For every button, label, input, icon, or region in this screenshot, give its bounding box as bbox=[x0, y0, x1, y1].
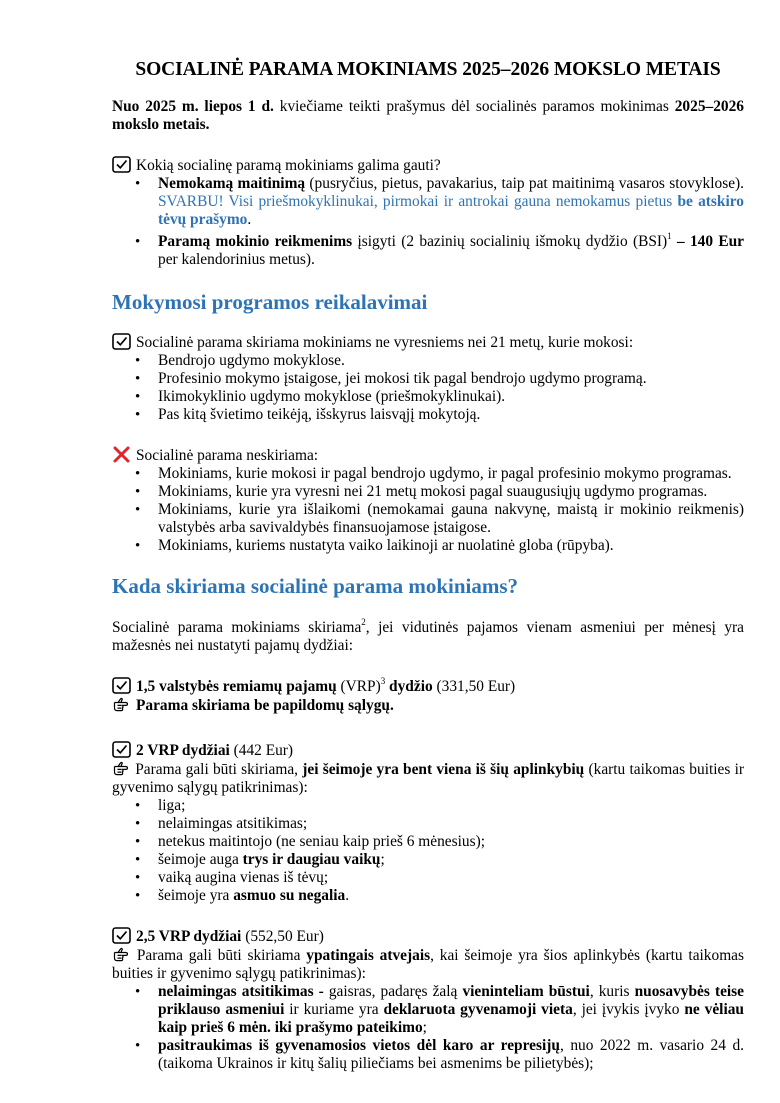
list-item: • Mokiniams, kurie yra vyresni nei 21 metų mokosi pagal suaugusiųjų ugdymo programas. bbox=[112, 483, 744, 501]
tier-2-block: 2 VRP dydžiai (442 Eur) Parama gali būti skiriama, jei šeimoje yra bent viena iš šių aplinkybių (kartu taikomas buities ir gyvenimo sąlygų patikrinimas): • liga; • nelaimingas atsitikimas; • netekus maitintojo (ne seniau kaip prieš 6 mėnesius); • šeimoje auga trys ir daugiau vaikų; • vaiką augina vienas iš tėvų; • šeimoje yra asmuo su negalia. bbox=[112, 741, 744, 905]
list-item: • nelaimingas atsitikimas; bbox=[112, 815, 744, 833]
list-item: • Profesinio mokymo įstaigose, jei mokosi tik pagal bendrojo ugdymo programą. bbox=[112, 370, 744, 388]
page-title: SOCIALINĖ PARAMA MOKINIAMS 2025–2026 MOKSLO METAIS bbox=[135, 59, 721, 80]
list-item: • netekus maitintojo (ne seniau kaip prieš 6 mėnesius); bbox=[112, 833, 744, 851]
list-item: • Ikimokyklinio ugdymo mokyklose (priešmokyklinukai). bbox=[112, 388, 744, 406]
list-item: • vaiką augina vienas iš tėvų; bbox=[112, 869, 744, 887]
section-heading-when-granted: Kada skiriama socialinė parama mokiniams? bbox=[112, 574, 519, 598]
tier-1-block: 1,5 valstybės remiamų pajamų (VRP)$^3$ dydžio (331,50 Eur) Parama skiriama be papildomų sąlygų. bbox=[112, 677, 744, 715]
when-granted-intro: Socialinė parama mokiniams skiriama$^2$, jei vidutinės pajamos vienam asmeniui per mėnesį yra mažesnės nei nustatyti pajamų dydžiai: bbox=[112, 617, 745, 654]
document-page bbox=[112, 58, 744, 1073]
list-item: • liga; bbox=[112, 797, 744, 815]
support-types-block bbox=[112, 156, 744, 269]
eligible-list bbox=[112, 352, 744, 424]
not-eligible-list bbox=[112, 465, 744, 555]
list-item: • Mokiniams, kurie mokosi ir pagal bendrojo ugdymo, ir pagal profesinio mokymo programas. bbox=[112, 465, 744, 483]
cross-icon bbox=[112, 446, 131, 463]
pointing-hand-icon bbox=[112, 696, 131, 713]
tier-3-block: 2,5 VRP dydžiai (552,50 Eur) Parama gali būti skiriama ypatingais atvejais, kai šeimoje yra šios aplinkybės (kartu taikomas buities ir gyvenimo sąlygų patikrinimas): • nelaimingas atsitikimas - gaisras, padaręs žalą vieninteliam būstui, kuris nuosavybės teise priklauso asmeniui ir kuriame yra deklaruota gyvenamoji vieta, jei įvykis įvyko ne vėliau kaip prieš 6 mėn. iki prašymo pateikimo; • pasitraukimas iš gyvenamosios vietos dėl karo ar represijų, nuo 2022 m. vasario 24 d. (taikoma Ukrainos ir kitų šalių piliečiams bei asmenims be pilietybės); bbox=[112, 927, 744, 1073]
list-item: • Pas kitą švietimo teikėją, išskyrus laisvąjį mokytoją. bbox=[112, 406, 744, 424]
list-item: • šeimoje auga trys ir daugiau vaikų; bbox=[112, 851, 744, 869]
tier-3-circumstances-list bbox=[112, 983, 744, 1073]
list-item: • nelaimingas atsitikimas - gaisras, padaręs žalą vieninteliam būstui, kuris nuosavybės teise priklauso asmeniui ir kuriame yra deklaruota gyvenamoji vieta, jei įvykis įvyko ne vėliau kaip prieš 6 mėn. iki prašymo pateikimo; bbox=[112, 983, 744, 1037]
tier-2-circumstances-list bbox=[112, 797, 744, 905]
check-box-icon bbox=[112, 927, 131, 944]
intro-paragraph: Nuo 2025 m. liepos 1 d. kviečiame teikti prašymus dėl socialinės paramos mokinimas 2025–2026 mokslo metais. bbox=[112, 98, 744, 133]
list-item: • Nemokamą maitinimą (pusryčius, pietus, pavakarius, taip pat maitinimą vasaros stovyklose). SVARBU! Visi priešmokyklinukai, pirmokai ir antrokai gauna nemokamus pietus be atskiro tėvų prašymo. bbox=[112, 175, 744, 229]
check-box-icon bbox=[112, 156, 131, 173]
list-item: • Mokiniams, kuriems nustatyta vaiko laikinoji ar nuolatinė globa (rūpyba). bbox=[112, 537, 744, 555]
list-item: • Bendrojo ugdymo mokyklose. bbox=[112, 352, 744, 370]
support-types-list bbox=[112, 175, 744, 269]
section-heading-program-requirements: Mokymosi programos reikalavimai bbox=[112, 290, 428, 314]
pointing-hand-icon bbox=[112, 946, 131, 963]
list-item: • Paramą mokinio reikmenims įsigyti (2 bazinių socialinių išmokų dydžio (BSI)$^1$ – 140 Eur per kalendorinius metus). bbox=[112, 233, 744, 269]
not-eligible-block: Socialinė parama neskiriama: • Mokiniams, kurie mokosi ir pagal bendrojo ugdymo, ir pagal profesinio mokymo programas. • Mokiniams, kurie yra vyresni nei 21 metų mokosi pagal suaugusiųjų ugdymo programas. • Mokiniams, kurie yra išlaikomi (nemokamai gauna nakvynę, maistą ir mokinio reikmenis) valstybės arba savivaldybės finansuojamose įstaigose. • Mokiniams, kuriems nustatyta vaiko laikinoji ar nuolatinė globa (rūpyba). bbox=[112, 446, 744, 555]
eligible-block: Socialinė parama skiriama mokiniams ne vyresniems nei 21 metų, kurie mokosi: • Bendrojo ugdymo mokyklose. • Profesinio mokymo įstaigose, jei mokosi tik pagal bendrojo ugdymo programą. • Ikimokyklinio ugdymo mokyklose (priešmokyklinukai). • Pas kitą švietimo teikėją, išskyrus laisvąjį mokytoją. bbox=[112, 333, 744, 424]
check-box-icon bbox=[112, 741, 131, 758]
list-item: • šeimoje yra asmuo su negalia. bbox=[112, 887, 744, 905]
check-box-icon bbox=[112, 333, 131, 350]
pointing-hand-icon bbox=[112, 760, 131, 777]
support-types-question: Kokią socialinę paramą mokiniams galima gauti? bbox=[112, 156, 744, 175]
list-item: • Mokiniams, kurie yra išlaikomi (nemokamai gauna nakvynę, maistą ir mokinio reikmenis) valstybės arba savivaldybės finansuojamose įstaigose. bbox=[112, 501, 744, 537]
list-item: • pasitraukimas iš gyvenamosios vietos dėl karo ar represijų, nuo 2022 m. vasario 24 d. (taikoma Ukrainos ir kitų šalių piliečiams bei asmenims be pilietybės); bbox=[112, 1037, 744, 1073]
check-box-icon bbox=[112, 677, 131, 694]
